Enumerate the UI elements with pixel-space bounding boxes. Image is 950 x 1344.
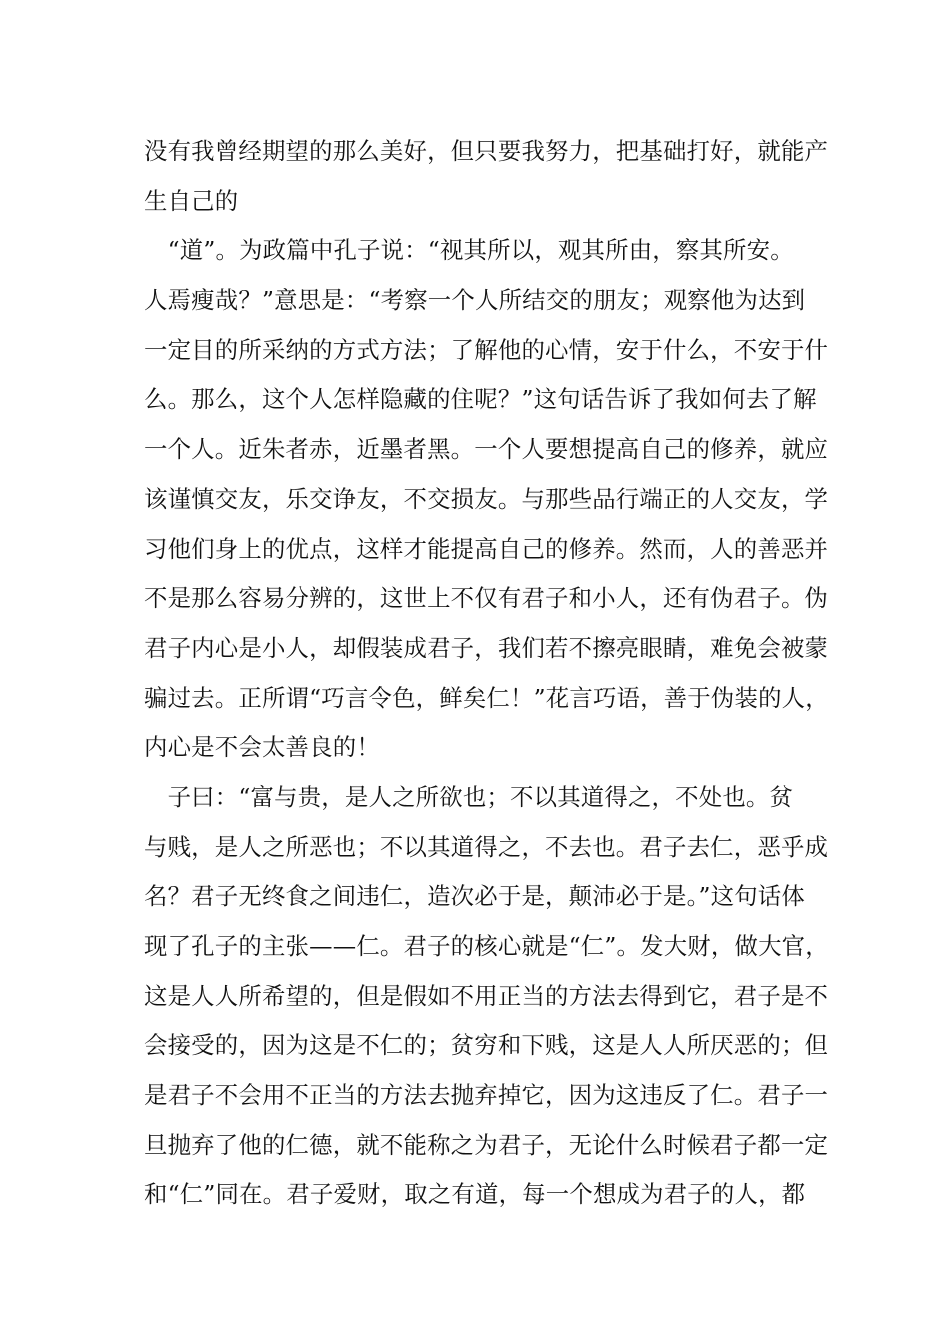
text-line: 没有我曾经期望的那么美好，但只要我努力，把基础打好，就能产 <box>144 137 829 165</box>
text-line: 子曰：“富与贵，是人之所欲也；不以其道得之，不处也。贫 <box>144 782 794 811</box>
text-line: 么。那么，这个人怎样隐藏的住呢？”这句话告诉了我如何去了解 <box>144 385 817 414</box>
text-line: “道”。为政篇中孔子说：“视其所以，观其所由，察其所安。 <box>144 236 794 265</box>
text-line: 骗过去。正所谓“巧言令色，鲜矣仁！”花言巧语，善于伪装的人， <box>144 683 829 712</box>
text-line: 会接受的，因为这是不仁的；贫穷和下贱，这是人人所厌恶的；但 <box>144 1031 829 1060</box>
text-line: 是君子不会用不正当的方法去抛弃掉它，因为这违反了仁。君子一 <box>144 1081 829 1110</box>
text-line: 君子内心是小人，却假装成君子，我们若不擦亮眼睛，难免会被蒙 <box>144 633 829 662</box>
text-line: 旦抛弃了他的仁德，就不能称之为君子，无论什么时候君子都一定 <box>144 1130 829 1159</box>
text-line: 生自己的 <box>144 186 239 215</box>
text-line: 不是那么容易分辨的，这世上不仅有君子和小人，还有伪君子。伪 <box>144 584 829 613</box>
text-line: 一个人。近朱者赤，近墨者黑。一个人要想提高自己的修养，就应 <box>144 435 829 464</box>
text-line: 人焉瘦哉？”意思是：“考察一个人所结交的朋友；观察他为达到 <box>144 286 806 315</box>
text-line: 名？君子无终食之间违仁，造次必于是，颠沛必于是。”这句话体 <box>144 882 805 911</box>
text-line: 与贱，是人之所恶也；不以其道得之，不去也。君子去仁，恶乎成 <box>144 832 829 861</box>
text-line: 一定目的所采纳的方式方法；了解他的心情，安于什么，不安于什 <box>144 335 829 364</box>
text-line: 习他们身上的优点，这样才能提高自己的修养。然而，人的善恶并 <box>144 534 829 563</box>
text-line: 现了孔子的主张——仁。君子的核心就是“仁”。发大财，做大官， <box>144 932 829 960</box>
document-body <box>144 127 834 1220</box>
text-line: 和“仁”同在。君子爱财，取之有道，每一个想成为君子的人，都 <box>144 1180 806 1209</box>
text-line: 这是人人所希望的，但是假如不用正当的方法去得到它，君子是不 <box>144 981 829 1010</box>
text-line: 该谨慎交友，乐交诤友，不交损友。与那些品行端正的人交友，学 <box>144 484 829 513</box>
text-line: 内心是不会太善良的！ <box>144 733 380 762</box>
